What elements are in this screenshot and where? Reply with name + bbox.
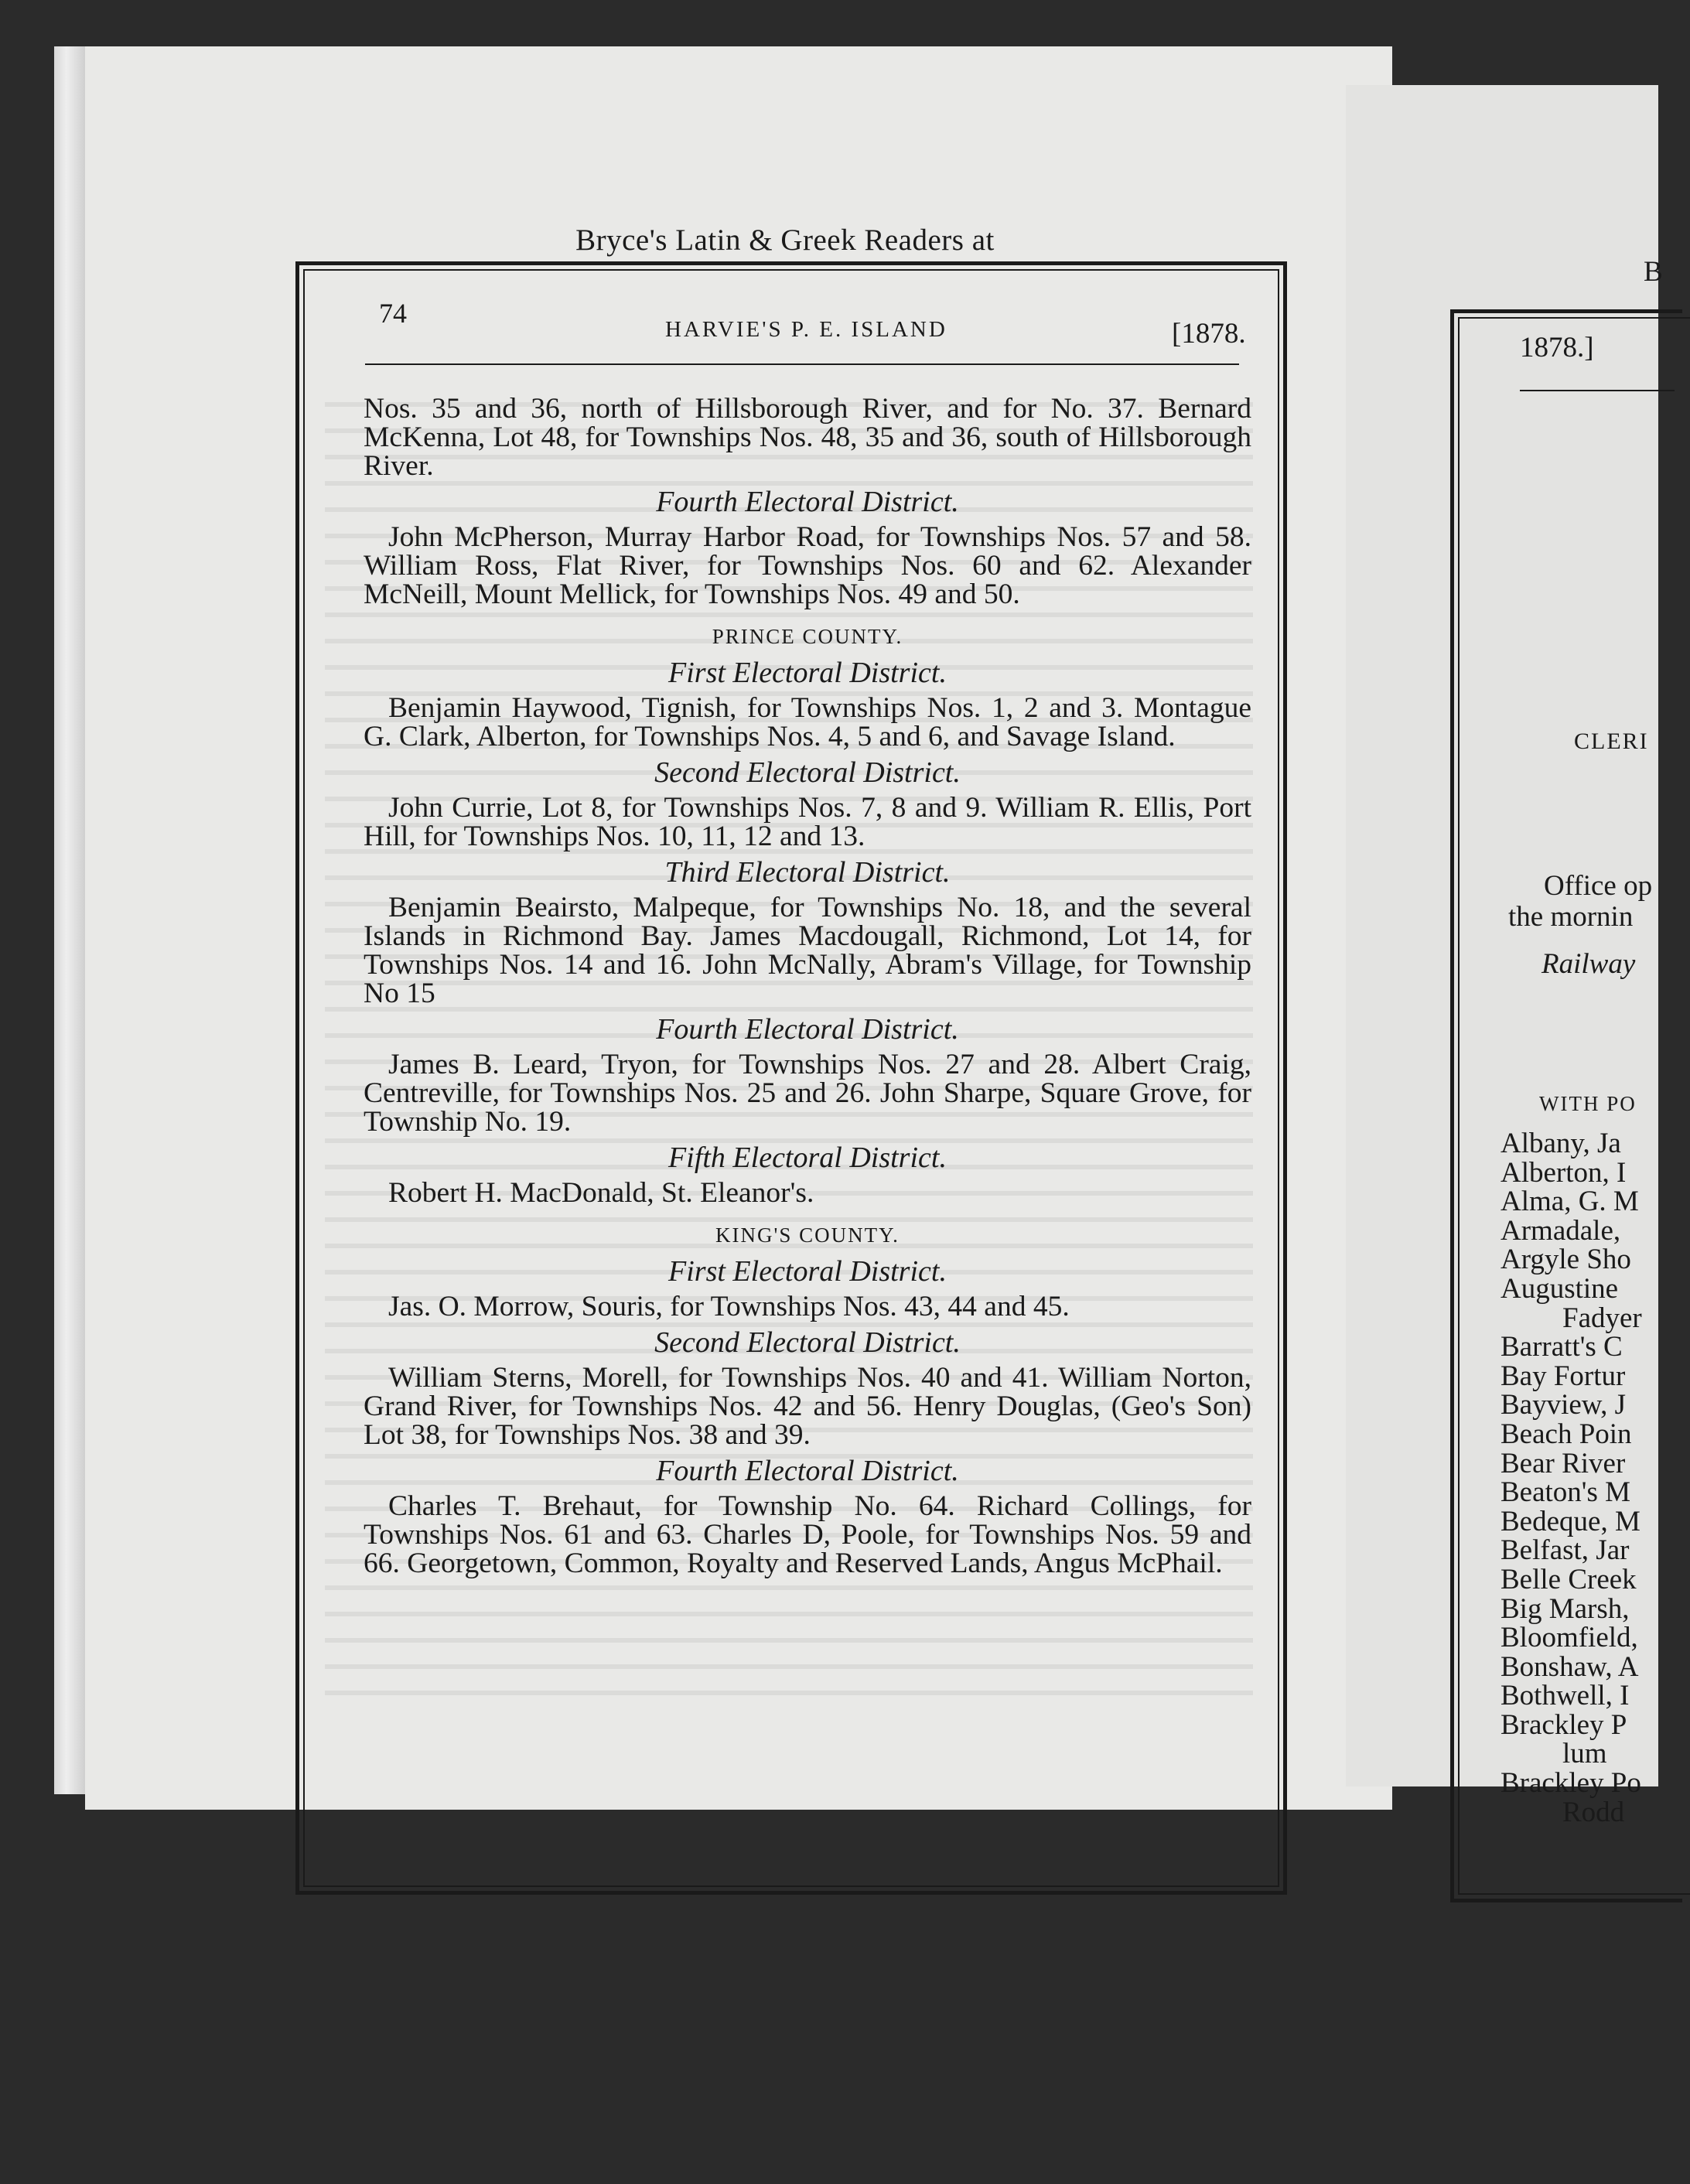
place-list-item: Brackley P (1501, 1708, 1627, 1741)
district-heading: Second Electoral District. (654, 1326, 961, 1359)
place-list-item: Bear River (1501, 1447, 1626, 1479)
place-list-item: Barratt's C (1501, 1331, 1623, 1363)
place-list-item: Bedeque, M (1501, 1505, 1640, 1537)
representative-paragraph: Nos. 35 and 36, north of Hillsborough River, and for No. 37. Bernard McKenna, Lot 48, for Townships Nos. 48, 35 and 36, south of Hillsborough River. (364, 393, 1251, 482)
representative-paragraph: Jas. O. Morrow, Souris, for Townships Nos. 43, 44 and 45. (388, 1291, 1070, 1322)
right-railway-heading: Railway (1541, 948, 1636, 980)
right-heading-clerk: CLERI (1574, 729, 1649, 754)
district-heading: Fifth Electoral District. (668, 1141, 947, 1174)
district-heading: Third Electoral District. (664, 856, 951, 889)
representative-paragraph: John McPherson, Murray Harbor Road, for Townships Nos. 57 and 58. William Ross, Flat River, for Townships Nos. 60 and 62. Alexander McNeill, Mount Mellick, for Townships Nos. 49 and 50. (364, 521, 1251, 610)
representative-paragraph: Robert H. MacDonald, St. Eleanor's. (388, 1177, 814, 1209)
place-list-item: Bloomfield, (1501, 1622, 1638, 1654)
running-title: HARVIE'S P. E. ISLAND (665, 317, 947, 342)
representative-paragraph: Charles T. Brehaut, for Township No. 64. Richard Collings, for Townships Nos. 61 and 63. Charles D, Poole, for Townships Nos. 59 and 66. Georgetown, Common, Royalty and Reserved Lands, Angus McPhail. (364, 1490, 1251, 1579)
representative-paragraph: John Currie, Lot 8, for Townships Nos. 7, 8 and 9. William R. Ellis, Port Hill, for Townships Nos. 10, 11, 12 and 13. (364, 792, 1251, 852)
header-year: [1878. (1172, 318, 1246, 350)
county-heading: PRINCE COUNTY. (712, 625, 903, 648)
place-list-item: Big Marsh, (1501, 1592, 1630, 1625)
place-list-item: Augustine (1501, 1272, 1619, 1305)
representative-paragraph: James B. Leard, Tryon, for Townships Nos. 27 and 28. Albert Craig, Centreville, for Townships Nos. 25 and 26. John Sharpe, Square Grove, for Township No. 19. (364, 1049, 1251, 1138)
place-list-item: Bothwell, I (1501, 1680, 1630, 1712)
district-heading: Fourth Electoral District. (656, 486, 959, 518)
place-list-item: Belfast, Jar (1501, 1534, 1630, 1567)
right-with-po-heading: WITH PO (1539, 1092, 1637, 1115)
representative-paragraph: Benjamin Beairsto, Malpeque, for Townships No. 18, and the several Islands in Richmond Bay. James Macdougall, Richmond, Lot 14, for Townships Nos. 14 and 16. John McNally, Abram's Village, for Township No 15 (364, 892, 1251, 1009)
right-running-top: B (1644, 256, 1663, 288)
running-advertisement-line: Bryce's Latin & Greek Readers at (575, 224, 995, 257)
page-number: 74 (379, 298, 407, 329)
place-list-item: Bonshaw, A (1501, 1650, 1639, 1683)
representative-paragraph: Benjamin Haywood, Tignish, for Townships Nos. 1, 2 and 3. Montague G. Clark, Alberton, for Townships Nos. 4, 5 and 6, and Savage Island. (364, 692, 1251, 752)
place-list-item: Argyle Sho (1501, 1244, 1631, 1276)
place-list-item: Bayview, J (1501, 1389, 1627, 1421)
right-place-list (1501, 1129, 1642, 1827)
place-list-item: Rodd (1562, 1796, 1625, 1828)
place-list-item: Albany, Ja (1501, 1128, 1621, 1159)
place-list-item: Alberton, I (1501, 1156, 1627, 1189)
place-list-item: Beaton's M (1501, 1476, 1631, 1509)
representative-paragraph: William Sterns, Morell, for Townships Nos. 40 and 41. William Norton, Grand River, for Townships Nos. 42 and 56. Henry Douglas, (Geo's Son) Lot 38, for Townships Nos. 38 and 39. (364, 1362, 1251, 1451)
district-heading: Fourth Electoral District. (656, 1013, 959, 1046)
place-list-item: Bay Fortur (1501, 1360, 1626, 1392)
county-heading: KING'S COUNTY. (715, 1223, 900, 1247)
place-list-item: Fadyer (1562, 1302, 1642, 1334)
district-heading: Fourth Electoral District. (656, 1455, 959, 1487)
district-heading: First Electoral District. (668, 1255, 947, 1288)
right-header-year: 1878.] (1520, 332, 1594, 363)
place-list-item: Beach Poin (1501, 1418, 1632, 1450)
place-list-item: lum (1562, 1738, 1607, 1770)
page-body (364, 394, 1251, 1578)
place-list-item: Alma, G. M (1501, 1186, 1639, 1218)
header-rule (365, 363, 1239, 365)
district-heading: Second Electoral District. (654, 756, 961, 789)
right-office-line-1: Office op (1544, 870, 1653, 902)
right-header-rule (1520, 390, 1675, 391)
book-page-edges (54, 46, 85, 1794)
right-office-line-2: the mornin (1508, 901, 1634, 933)
district-heading: First Electoral District. (668, 657, 947, 689)
place-list-item: Belle Creek (1501, 1563, 1637, 1595)
place-list-item: Brackley Po (1501, 1767, 1641, 1800)
place-list-item: Armadale, (1501, 1214, 1621, 1247)
